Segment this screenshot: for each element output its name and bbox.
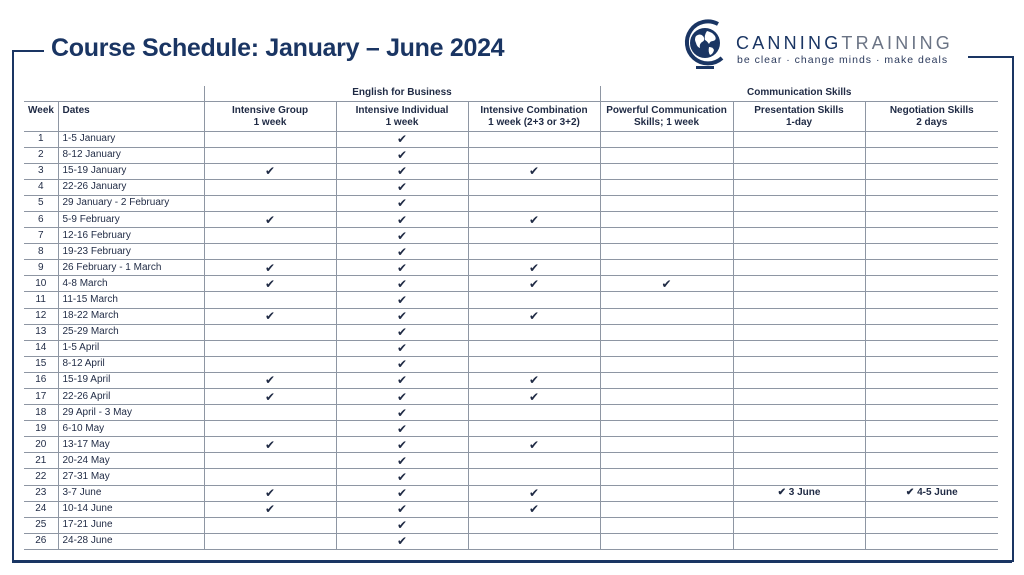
dates-cell: 6-10 May <box>58 421 204 437</box>
availability-cell <box>204 517 336 533</box>
availability-cell: ✔ <box>336 340 468 356</box>
availability-cell: ✔ 4-5 June <box>865 485 998 501</box>
availability-cell <box>468 356 600 372</box>
availability-cell: ✔ <box>204 276 336 292</box>
table-row <box>24 260 998 276</box>
logo <box>682 16 982 76</box>
availability-cell: ✔ <box>468 276 600 292</box>
availability-cell <box>204 469 336 485</box>
availability-cell <box>865 421 998 437</box>
availability-cell: ✔ <box>468 260 600 276</box>
availability-cell <box>204 324 336 340</box>
dates-cell: 19-23 February <box>58 244 204 260</box>
availability-cell: ✔ <box>204 501 336 517</box>
availability-cell <box>468 340 600 356</box>
availability-cell <box>468 179 600 195</box>
column-header-line: Negotiation Skills <box>889 104 974 116</box>
availability-cell <box>733 533 865 549</box>
availability-cell <box>865 340 998 356</box>
column-header-line: Intensive Individual <box>355 104 449 116</box>
availability-cell <box>865 131 998 147</box>
table-row <box>24 211 998 227</box>
table-row <box>24 292 998 308</box>
column-header-intensive-individual <box>336 101 468 131</box>
group-communication-skills: Communication Skills <box>600 86 998 101</box>
availability-cell <box>600 211 733 227</box>
availability-cell: ✔ <box>336 421 468 437</box>
week-cell: 26 <box>24 533 58 549</box>
frame-line <box>12 50 14 562</box>
group-header-row <box>24 86 998 101</box>
column-header-week: Week <box>24 101 58 131</box>
availability-cell <box>600 437 733 453</box>
availability-cell <box>865 179 998 195</box>
availability-cell <box>600 485 733 501</box>
availability-cell <box>733 211 865 227</box>
availability-cell <box>600 372 733 388</box>
table-row <box>24 372 998 388</box>
dates-cell: 17-21 June <box>58 517 204 533</box>
availability-cell <box>204 179 336 195</box>
availability-cell <box>865 308 998 324</box>
availability-cell <box>204 292 336 308</box>
availability-cell <box>204 244 336 260</box>
availability-cell: ✔ <box>336 131 468 147</box>
week-cell: 25 <box>24 517 58 533</box>
availability-cell <box>468 421 600 437</box>
availability-cell <box>204 356 336 372</box>
availability-cell: ✔ <box>468 163 600 179</box>
availability-cell: ✔ <box>336 389 468 405</box>
dates-cell: 22-26 January <box>58 179 204 195</box>
schedule-table <box>24 86 998 550</box>
availability-cell <box>865 517 998 533</box>
availability-cell <box>865 405 998 421</box>
availability-cell <box>733 517 865 533</box>
availability-cell <box>733 340 865 356</box>
table-row <box>24 131 998 147</box>
week-cell: 3 <box>24 163 58 179</box>
availability-cell <box>600 163 733 179</box>
availability-cell <box>600 324 733 340</box>
availability-cell <box>733 131 865 147</box>
availability-cell: ✔ <box>336 147 468 163</box>
logo-name-bold: CANNING <box>736 33 842 53</box>
availability-cell <box>204 228 336 244</box>
table-row <box>24 163 998 179</box>
availability-cell: ✔ <box>600 276 733 292</box>
column-header-line: Intensive Combination <box>480 104 588 116</box>
dates-cell: 26 February - 1 March <box>58 260 204 276</box>
availability-cell <box>600 533 733 549</box>
dates-cell: 22-26 April <box>58 389 204 405</box>
availability-cell <box>865 469 998 485</box>
week-cell: 2 <box>24 147 58 163</box>
availability-cell: ✔ <box>204 372 336 388</box>
availability-cell <box>733 308 865 324</box>
week-cell: 21 <box>24 453 58 469</box>
week-cell: 23 <box>24 485 58 501</box>
week-cell: 11 <box>24 292 58 308</box>
availability-cell <box>600 421 733 437</box>
dates-cell: 3-7 June <box>58 485 204 501</box>
dates-cell: 11-15 March <box>58 292 204 308</box>
availability-cell: ✔ 3 June <box>733 485 865 501</box>
frame-line <box>12 560 1012 563</box>
availability-cell <box>600 131 733 147</box>
schedule-body <box>24 131 998 549</box>
table-row <box>24 324 998 340</box>
availability-cell <box>468 147 600 163</box>
availability-cell: ✔ <box>336 469 468 485</box>
week-cell: 17 <box>24 389 58 405</box>
availability-cell <box>600 260 733 276</box>
availability-cell <box>865 195 998 211</box>
availability-cell: ✔ <box>336 356 468 372</box>
dates-cell: 29 April - 3 May <box>58 405 204 421</box>
availability-cell <box>733 228 865 244</box>
availability-cell: ✔ <box>204 437 336 453</box>
column-header-line: Powerful Communication <box>606 104 727 116</box>
group-header-blank <box>24 86 204 101</box>
availability-cell: ✔ <box>204 163 336 179</box>
availability-cell <box>733 469 865 485</box>
week-cell: 18 <box>24 405 58 421</box>
week-cell: 4 <box>24 179 58 195</box>
column-header-line: 1-day <box>785 116 813 128</box>
availability-cell <box>865 437 998 453</box>
dates-cell: 25-29 March <box>58 324 204 340</box>
availability-cell <box>600 453 733 469</box>
availability-cell: ✔ <box>336 276 468 292</box>
availability-cell <box>204 533 336 549</box>
column-header-negotiation-skills <box>865 101 998 131</box>
availability-cell: ✔ <box>468 308 600 324</box>
availability-cell <box>204 131 336 147</box>
availability-cell: ✔ <box>336 517 468 533</box>
availability-cell <box>204 147 336 163</box>
dates-cell: 27-31 May <box>58 469 204 485</box>
availability-cell <box>733 324 865 340</box>
availability-cell <box>204 195 336 211</box>
availability-cell <box>865 147 998 163</box>
availability-cell: ✔ <box>336 453 468 469</box>
dates-cell: 18-22 March <box>58 308 204 324</box>
availability-cell <box>600 389 733 405</box>
availability-cell <box>204 453 336 469</box>
availability-cell <box>600 228 733 244</box>
logo-tagline: be clear · change minds · make deals <box>737 54 949 66</box>
week-cell: 22 <box>24 469 58 485</box>
table-row <box>24 244 998 260</box>
availability-cell <box>204 405 336 421</box>
availability-cell <box>600 405 733 421</box>
table-row <box>24 179 998 195</box>
availability-cell <box>865 453 998 469</box>
availability-cell <box>733 421 865 437</box>
dates-cell: 12-16 February <box>58 228 204 244</box>
availability-cell <box>204 340 336 356</box>
availability-cell <box>865 163 998 179</box>
dates-cell: 8-12 April <box>58 356 204 372</box>
table-row <box>24 405 998 421</box>
availability-cell: ✔ <box>336 211 468 227</box>
availability-cell <box>733 244 865 260</box>
table-row <box>24 147 998 163</box>
week-cell: 5 <box>24 195 58 211</box>
availability-cell: ✔ <box>468 372 600 388</box>
week-cell: 1 <box>24 131 58 147</box>
week-cell: 14 <box>24 340 58 356</box>
dates-cell: 15-19 January <box>58 163 204 179</box>
table-row <box>24 501 998 517</box>
availability-cell <box>865 356 998 372</box>
availability-cell <box>600 356 733 372</box>
week-cell: 19 <box>24 421 58 437</box>
dates-cell: 1-5 April <box>58 340 204 356</box>
availability-cell <box>865 372 998 388</box>
availability-cell: ✔ <box>336 372 468 388</box>
availability-cell <box>600 340 733 356</box>
availability-cell <box>468 405 600 421</box>
availability-cell: ✔ <box>204 485 336 501</box>
week-cell: 8 <box>24 244 58 260</box>
week-cell: 9 <box>24 260 58 276</box>
availability-cell <box>865 260 998 276</box>
availability-cell: ✔ <box>204 389 336 405</box>
availability-cell <box>600 501 733 517</box>
week-cell: 7 <box>24 228 58 244</box>
column-header-intensive-group <box>204 101 336 131</box>
table-row <box>24 517 998 533</box>
table-row <box>24 421 998 437</box>
availability-cell <box>733 437 865 453</box>
availability-cell <box>733 389 865 405</box>
availability-cell <box>468 533 600 549</box>
logo-wordmark <box>736 33 953 54</box>
availability-cell: ✔ <box>468 389 600 405</box>
column-header-line: Intensive Group <box>231 104 309 116</box>
dates-cell: 20-24 May <box>58 453 204 469</box>
availability-cell <box>468 195 600 211</box>
table-row <box>24 308 998 324</box>
dates-cell: 13-17 May <box>58 437 204 453</box>
availability-cell <box>865 389 998 405</box>
table-row <box>24 533 998 549</box>
availability-cell <box>600 469 733 485</box>
availability-cell <box>733 453 865 469</box>
column-header-intensive-combination <box>468 101 600 131</box>
availability-cell: ✔ <box>336 163 468 179</box>
week-cell: 12 <box>24 308 58 324</box>
availability-cell <box>600 147 733 163</box>
availability-cell <box>865 533 998 549</box>
dates-cell: 29 January - 2 February <box>58 195 204 211</box>
availability-cell <box>865 276 998 292</box>
column-header-line: Skills; 1 week <box>633 116 700 128</box>
column-header-row <box>24 101 998 131</box>
dates-cell: 1-5 January <box>58 131 204 147</box>
availability-cell <box>733 260 865 276</box>
logo-name-light: TRAINING <box>841 33 954 53</box>
globe-icon <box>682 16 728 76</box>
availability-cell <box>733 179 865 195</box>
dates-cell: 10-14 June <box>58 501 204 517</box>
availability-cell <box>468 131 600 147</box>
availability-cell: ✔ <box>336 179 468 195</box>
availability-cell <box>733 501 865 517</box>
availability-cell <box>733 356 865 372</box>
week-cell: 24 <box>24 501 58 517</box>
availability-cell <box>600 179 733 195</box>
table-row <box>24 485 998 501</box>
column-header-line: 1 week (2+3 or 3+2) <box>488 116 580 128</box>
availability-cell <box>468 244 600 260</box>
availability-cell <box>733 163 865 179</box>
availability-cell <box>865 211 998 227</box>
availability-cell: ✔ <box>336 244 468 260</box>
dates-cell: 4-8 March <box>58 276 204 292</box>
column-header-line: Presentation Skills <box>754 104 844 116</box>
dates-cell: 15-19 April <box>58 372 204 388</box>
table-row <box>24 276 998 292</box>
availability-cell: ✔ <box>468 485 600 501</box>
availability-cell <box>468 228 600 244</box>
availability-cell <box>600 517 733 533</box>
availability-cell <box>733 372 865 388</box>
availability-cell <box>733 405 865 421</box>
availability-cell <box>865 228 998 244</box>
availability-cell <box>733 147 865 163</box>
availability-cell <box>865 324 998 340</box>
week-cell: 6 <box>24 211 58 227</box>
availability-cell: ✔ <box>336 501 468 517</box>
availability-cell <box>204 421 336 437</box>
availability-cell <box>468 469 600 485</box>
frame-line <box>1012 56 1014 562</box>
table-row <box>24 453 998 469</box>
dates-cell: 5-9 February <box>58 211 204 227</box>
availability-cell: ✔ <box>336 437 468 453</box>
table-row <box>24 356 998 372</box>
availability-cell: ✔ <box>468 501 600 517</box>
availability-cell <box>865 501 998 517</box>
table-row <box>24 228 998 244</box>
availability-cell <box>865 292 998 308</box>
column-header-presentation-skills <box>733 101 865 131</box>
table-row <box>24 389 998 405</box>
availability-cell <box>733 292 865 308</box>
week-cell: 10 <box>24 276 58 292</box>
availability-cell <box>600 308 733 324</box>
dates-cell: 8-12 January <box>58 147 204 163</box>
week-cell: 20 <box>24 437 58 453</box>
availability-cell <box>468 292 600 308</box>
availability-cell: ✔ <box>204 308 336 324</box>
table-row <box>24 437 998 453</box>
column-header-line: 1 week <box>253 116 287 128</box>
week-cell: 13 <box>24 324 58 340</box>
availability-cell: ✔ <box>336 260 468 276</box>
group-english-for-business: English for Business <box>204 86 600 101</box>
availability-cell: ✔ <box>336 308 468 324</box>
frame-line <box>12 50 44 52</box>
availability-cell: ✔ <box>204 260 336 276</box>
availability-cell: ✔ <box>204 211 336 227</box>
availability-cell <box>600 244 733 260</box>
availability-cell: ✔ <box>336 324 468 340</box>
availability-cell: ✔ <box>336 485 468 501</box>
dates-cell: 24-28 June <box>58 533 204 549</box>
availability-cell: ✔ <box>336 292 468 308</box>
availability-cell <box>468 517 600 533</box>
availability-cell: ✔ <box>336 228 468 244</box>
availability-cell: ✔ <box>468 211 600 227</box>
availability-cell <box>733 276 865 292</box>
column-header-line: 1 week <box>385 116 419 128</box>
availability-cell <box>600 292 733 308</box>
availability-cell <box>865 244 998 260</box>
availability-cell <box>600 195 733 211</box>
availability-cell <box>468 453 600 469</box>
table-row <box>24 340 998 356</box>
column-header-powerful-communication <box>600 101 733 131</box>
week-cell: 15 <box>24 356 58 372</box>
availability-cell: ✔ <box>336 533 468 549</box>
table-row <box>24 469 998 485</box>
page-title: Course Schedule: January – June 2024 <box>51 34 505 62</box>
availability-cell: ✔ <box>336 405 468 421</box>
table-row <box>24 195 998 211</box>
column-header-line: 2 days <box>916 116 948 128</box>
availability-cell <box>733 195 865 211</box>
availability-cell: ✔ <box>468 437 600 453</box>
availability-cell: ✔ <box>336 195 468 211</box>
column-header-dates: Dates <box>58 101 204 131</box>
week-cell: 16 <box>24 372 58 388</box>
availability-cell <box>468 324 600 340</box>
